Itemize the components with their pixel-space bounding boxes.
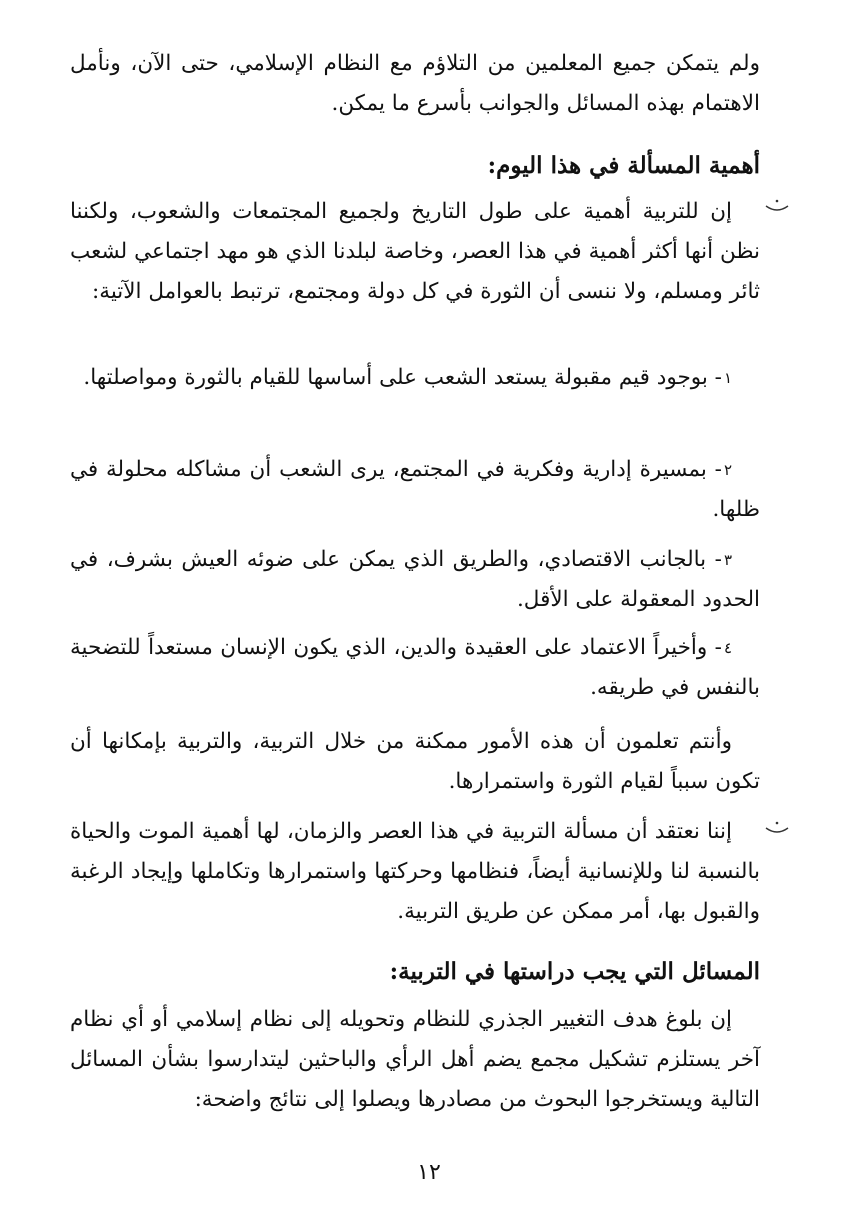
list-item-3: [70, 540, 760, 620]
page-number: ١٢: [417, 1160, 441, 1185]
section1-paragraph-3: [70, 812, 760, 932]
intro-text: ولم يتمكن جميع المعلمين من التلاؤم مع النظام الإسلامي، حتى الآن، ونأمل الاهتمام بهذه المسائل والجوانب بأسرع ما يمكن.: [70, 51, 760, 116]
list-item-4: [70, 628, 760, 708]
list-item-number: ٢: [723, 461, 732, 479]
list-item-dash: -: [706, 457, 722, 482]
list-item-text: بمسيرة إدارية وفكرية في المجتمع، يرى الشعب أن مشاكله محلولة في ظلها.: [70, 457, 760, 522]
list-item-text: وأخيراً الاعتماد على العقيدة والدين، الذي يكون الإنسان مستعداً للتضحية بالنفس في طريقه.: [70, 635, 760, 700]
margin-annotation-mark-2: [764, 820, 790, 834]
list-item-dash: -: [707, 365, 722, 390]
list-item-1: [70, 358, 760, 398]
section1-paragraph-text: إن للتربية أهمية على طول التاريخ ولجميع المجتمعات والشعوب، ولكننا نظن أنها أكثر أهمية في هذا العصر، وخاصة لبلدنا الذي هو مهد اجتماعي لشعب ثائر ومسلم، ولا ننسى أن الثورة في كل دولة ومجتمع، ترتبط بالعوامل الآتية:: [70, 199, 760, 304]
margin-annotation-mark: [764, 198, 790, 212]
list-item-dash: -: [707, 635, 722, 660]
list-item-number: ٤: [723, 639, 732, 657]
list-item-number: ١: [723, 369, 732, 387]
intro-paragraph: [70, 44, 760, 124]
section2-paragraph-text: إن بلوغ هدف التغيير الجذري للنظام وتحويله إلى نظام إسلامي أو أي نظام آخر يستلزم تشكيل مجمع يضم أهل الرأي والباحثين ليتدارسوا بشأن المسائل التالية ويستخرجوا البحوث من مصادرها ويصلوا إلى نتائج واضحة:: [70, 1007, 760, 1112]
list-item-text: بوجود قيم مقبولة يستعد الشعب على أساسها للقيام بالثورة ومواصلتها.: [83, 365, 708, 390]
list-item-2: [70, 450, 760, 530]
list-item-dash: -: [706, 547, 722, 572]
section1-paragraph-2-text: وأنتم تعلمون أن هذه الأمور ممكنة من خلال التربية، والتربية بإمكانها أن تكون سبباً لقيام الثورة واستمرارها.: [70, 729, 760, 794]
section1-paragraph-2: [70, 722, 760, 802]
list-item-text: بالجانب الاقتصادي، والطريق الذي يمكن على ضوئه العيش بشرف، في الحدود المعقولة على الأقل.: [70, 547, 760, 612]
section2-heading: المسائل التي يجب دراستها في التربية:: [389, 958, 760, 985]
list-item-number: ٣: [723, 551, 732, 569]
section1-paragraph: [70, 192, 760, 312]
section1-heading: أهمية المسألة في هذا اليوم:: [487, 152, 760, 179]
section2-paragraph: [70, 1000, 760, 1120]
section1-paragraph-3-text: إننا نعتقد أن مسألة التربية في هذا العصر والزمان، لها أهمية الموت والحياة بالنسبة لنا وللإنسانية أيضاً، فنظامها وحركتها واستمرارها وتكاملها وإيجاد الرغبة والقبول بها، أمر ممكن عن طريق التربية.: [70, 819, 760, 924]
